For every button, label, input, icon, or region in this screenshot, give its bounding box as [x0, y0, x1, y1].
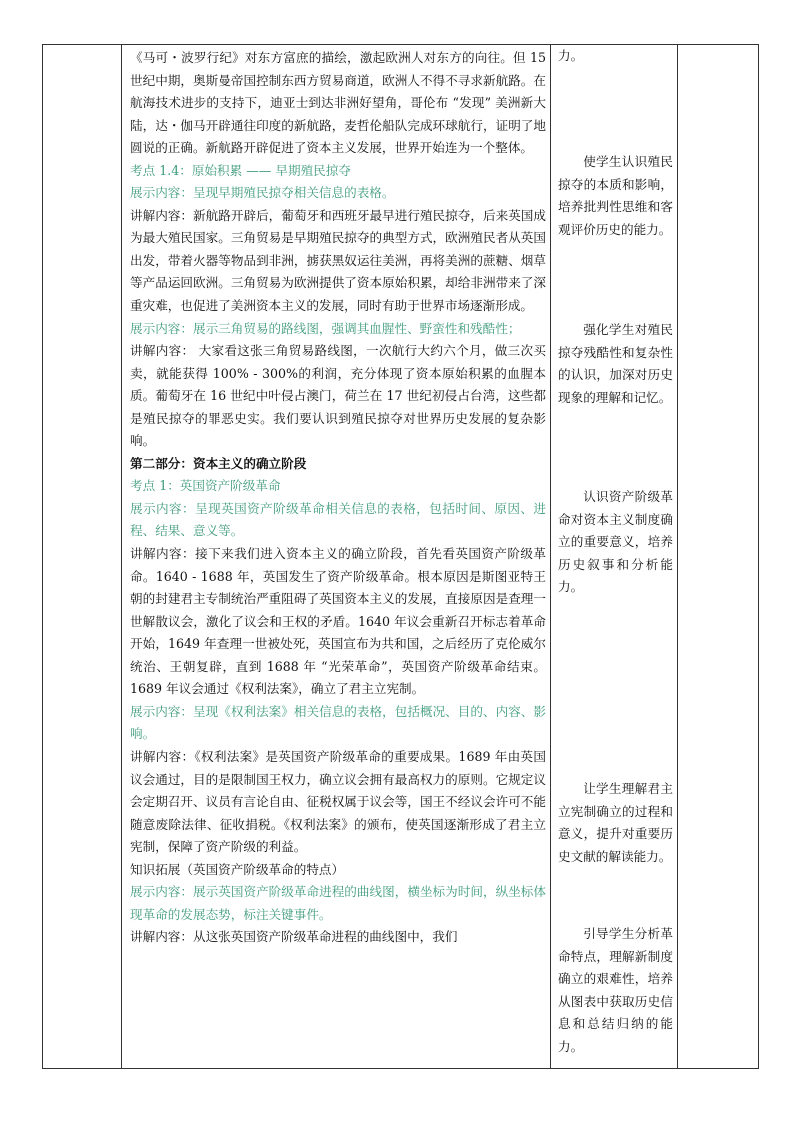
teaching-content-cell [122, 45, 551, 1069]
design-note: 强化学生对殖民掠夺残酷性和复杂性的认识，加深对历史现象的理解和记忆。 [558, 322, 673, 405]
stage-column-cell [43, 45, 122, 1069]
display-content-note: 展示内容：呈现《权利法案》相关信息的表格，包括概况、目的、内容、影响。 [130, 703, 546, 742]
display-content-note: 展示内容：呈现英国资产阶级革命相关信息的表格，包括时间、原因、进程、结果、意义等。 [130, 500, 546, 539]
section-heading: 第二部分：资本主义的确立阶段 [130, 455, 307, 471]
design-intent-cell [551, 45, 678, 1069]
design-note: 认识资产阶级革命对资本主义制度确立的重要意义，培养历史叙事和分析能力。 [558, 489, 673, 595]
explanation-paragraph: 讲解内容：从这张英国资产阶级革命进程的曲线图中，我们 [130, 929, 458, 945]
exam-point-heading: 考点 1：英国资产阶级革命 [130, 478, 281, 494]
explanation-paragraph: 讲解内容： 大家看这张三角贸易路线图，一次航行大约六个月，做三次买卖，就能获得 100% - 300%的利润，充分体现了资本原始积累的血腥本质。葡萄牙在 16 世纪中叶侵占澳门，荷兰在 17 世纪初侵占台湾，这些都是殖民掠夺的罪恶史实。我们要认识到殖民掠夺对世界历史发展的复杂影响。 [130, 343, 546, 449]
explanation-paragraph: 讲解内容：新航路开辟后，葡萄牙和西班牙最早进行殖民掠夺，后来英国成为最大殖民国家。三角贸易是早期殖民掠夺的典型方式，欧洲殖民者从英国出发，带着火器等物品到非洲，掳获黑奴运往美洲，再将美洲的蔗糖、烟草等产品运回欧洲。三角贸易为欧洲提供了资本原始积累，却给非洲带来了深重灾难，也促进了美洲资本主义的发展，同时有助于世界市场逐渐形成。 [130, 207, 546, 314]
explanation-paragraph: 讲解内容：接下来我们进入资本主义的确立阶段，首先看英国资产阶级革命。1640 - 1688 年，英国发生了资产阶级革命。根本原因是斯图亚特王朝的封建君主专制统治严重阻碍了英国资本主义的发展，直接原因是查理一世解散议会，激化了议会和王权的矛盾。1640 年议会重新召开标志着革命开始，1649 年查理一世被处死，英国宣布为共和国，之后经历了克伦威尔统治、王朝复辟，直到 1688 年 “光荣革命”，英国资产阶级革命结束。1689 年议会通过《权利法案》，确立了君主立宪制。 [130, 546, 546, 697]
lesson-plan-table [42, 44, 759, 1069]
design-note: 让学生理解君主立宪制确立的过程和意义，提升对重要历史文献的解读能力。 [558, 781, 673, 864]
design-note: 力。 [558, 48, 584, 63]
text-paragraph: 《马可・波罗行纪》对东方富庶的描绘，激起欧洲人对东方的向往。但 15 世纪中期，奥斯曼帝国控制东西方贸易商道，欧洲人不得不寻求新航路。在航海技术进步的支持下，迪亚士到达非洲好望角，哥伦布 “发现” 美洲新大陆，达・伽马开辟通往印度的新航路，麦哲伦船队完成环球航行，证明了地圆说的正确。新航路开辟促进了资本主义发展，世界开始连为一个整体。 [130, 50, 546, 156]
table-row [43, 45, 759, 1069]
display-content-note: 展示内容：展示英国资产阶级革命进程的曲线图，横坐标为时间，纵坐标体现革命的发展态势，标注关键事件。 [130, 884, 546, 922]
exam-point-heading: 考点 1.4：原始积累 —— 早期殖民掠夺 [130, 162, 351, 178]
design-note: 引导学生分析革命特点，理解新制度确立的艰难性，培养从图表中获取历史信息和总结归纳的能力。 [558, 926, 673, 1054]
remarks-column-cell [678, 45, 759, 1069]
knowledge-extension-heading: 知识拓展（英国资产阶级革命的特点） [130, 861, 345, 877]
display-content-note: 展示内容：展示三角贸易的路线图，强调其血腥性、野蛮性和残酷性； [130, 320, 521, 336]
explanation-paragraph: 讲解内容：《权利法案》是英国资产阶级革命的重要成果。1689 年由英国议会通过，目的是限制国王权力，确立议会拥有最高权力的原则。它规定议会定期召开、议员有言论自由、征税权属于议会等，国王不经议会许可不能随意废除法律、征收捐税。《权利法案》的颁布，使英国逐渐形成了君主立宪制，保障了资产阶级的利益。 [130, 748, 546, 855]
display-content-note: 展示内容：呈现早期殖民掠夺相关信息的表格。 [130, 185, 395, 201]
design-note: 使学生认识殖民掠夺的本质和影响，培养批判性思维和客观评价历史的能力。 [558, 154, 673, 237]
